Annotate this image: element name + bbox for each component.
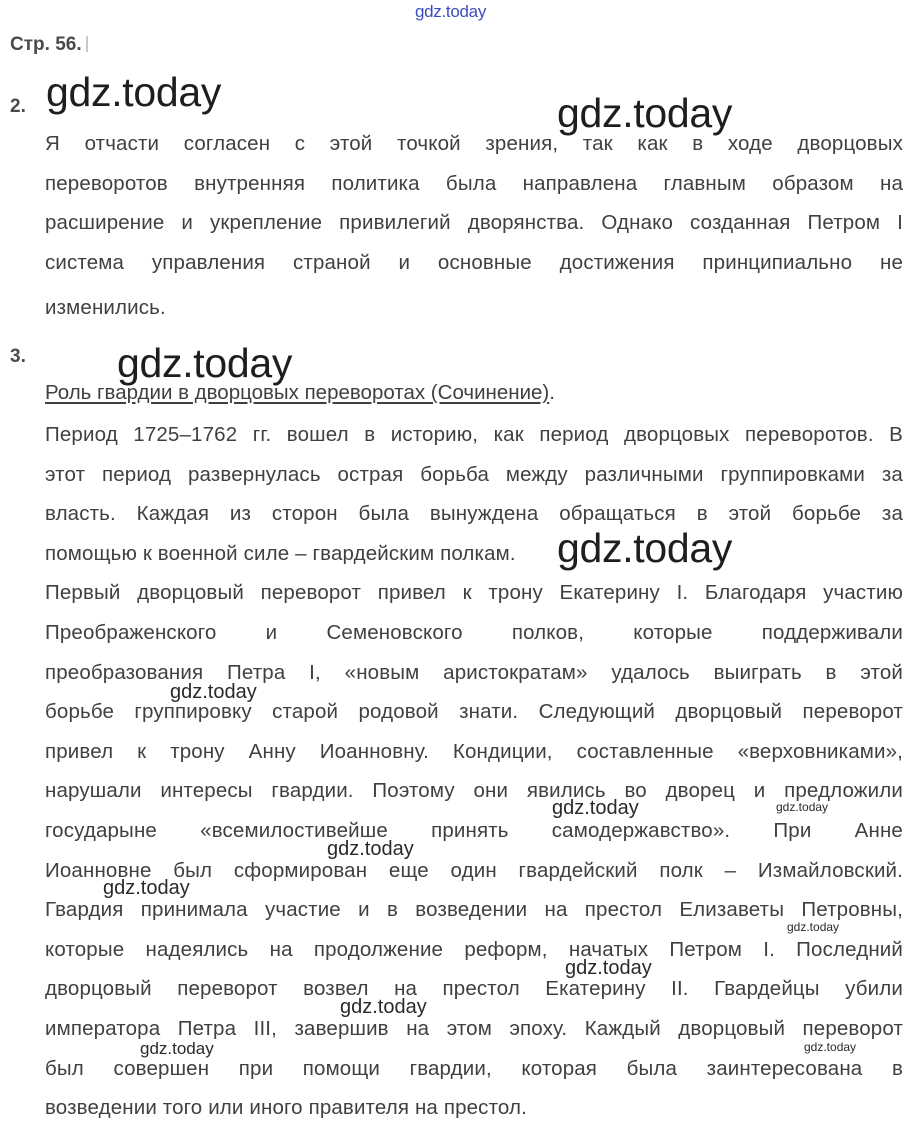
text-line: Преображенского и Семеновского полков, которые поддерживали xyxy=(45,620,903,644)
text-line: преобразования Петра I, «новым аристократам» удалось выиграть в этой xyxy=(45,660,903,684)
watermark-large: gdz.today xyxy=(117,340,293,386)
text-line: которые надеялись на продолжение реформ, начатых Петром I. Последний xyxy=(45,937,903,961)
page-reference xyxy=(10,34,88,56)
header-watermark: gdz.today xyxy=(415,2,487,21)
text-line: нарушали интересы гвардии. Поэтому они явились во дворец и предложили xyxy=(45,779,903,803)
watermark-medium: gdz.today xyxy=(552,797,639,819)
text-line: возведении того или иного правителя на престол. xyxy=(45,1096,527,1120)
watermark-medium: gdz.today xyxy=(140,1039,214,1058)
page-reference-text: Стр. 56. xyxy=(10,34,82,55)
watermark-medium: gdz.today xyxy=(565,957,652,979)
text-line: помощью к военной силе – гвардейским полкам. xyxy=(45,541,516,565)
text-line: дворцовый переворот возвел на престол Екатерину II. Гвардейцы убили xyxy=(45,977,903,1001)
watermark-medium: gdz.today xyxy=(170,681,257,703)
text-line: императора Петра III, завершив на этом эпоху. Каждый дворцовый переворот xyxy=(45,1016,903,1040)
watermark-large: gdz.today xyxy=(46,69,222,115)
text-line: переворотов внутренняя политика была направлена главным образом на xyxy=(45,171,903,195)
text-line: привел к трону Анну Иоанновну. Кондиции, составленные «верховниками», xyxy=(45,739,903,763)
text-line: Гвардия принимала участие и в возведении на престол Елизаветы Петровны, xyxy=(45,898,903,922)
watermark-medium: gdz.today xyxy=(340,996,427,1018)
essay-title-suffix: . xyxy=(549,381,555,404)
essay-title-text: Роль гвардии в дворцовых переворотах (Сочинение) xyxy=(45,381,550,404)
watermark-large: gdz.today xyxy=(557,525,733,571)
watermark-small: gdz.today xyxy=(804,1040,857,1054)
text-line: был совершен при помощи гвардии, которая была заинтересована в xyxy=(45,1056,903,1080)
answer-3-number: 3. xyxy=(10,346,26,367)
text-line: Период 1725–1762 гг. вошел в историю, как период дворцовых переворотов. В xyxy=(45,423,903,446)
answer-2-text xyxy=(45,124,903,328)
watermark-small: gdz.today xyxy=(787,920,840,934)
text-line: Иоанновне был сформирован еще один гвардейский полк – Измайловский. xyxy=(45,858,903,882)
text-line: Первый дворцовый переворот привел к трону Екатерину I. Благодаря участию xyxy=(45,581,903,605)
text-line: Я отчасти согласен с этой точкой зрения, так как в ходе дворцовых xyxy=(45,132,903,155)
watermark-medium: gdz.today xyxy=(327,838,414,860)
answer-2-number: 2. xyxy=(10,96,26,117)
text-line: этот период развернулась острая борьба между различными группировками за xyxy=(45,462,903,486)
text-line: государыне «всемилостивейше принять самодержавство». При Анне xyxy=(45,818,903,842)
watermark-medium: gdz.today xyxy=(103,877,190,899)
text-line: изменились. xyxy=(45,296,166,320)
text-line: борьбе группировку старой родовой знати. Следующий дворцовый переворот xyxy=(45,700,903,724)
text-line: власть. Каждая из сторон была вынуждена обращаться в этой борьбе за xyxy=(45,502,903,526)
watermark-large: gdz.today xyxy=(557,90,733,136)
text-line: система управления страной и основные достижения принципиально не xyxy=(45,250,903,274)
watermark-small: gdz.today xyxy=(776,800,829,814)
text-line: расширение и укрепление привилегий дворянства. Однако созданная Петром I xyxy=(45,211,903,235)
cursor-mark xyxy=(86,36,88,52)
answer-3-text xyxy=(45,415,903,1128)
